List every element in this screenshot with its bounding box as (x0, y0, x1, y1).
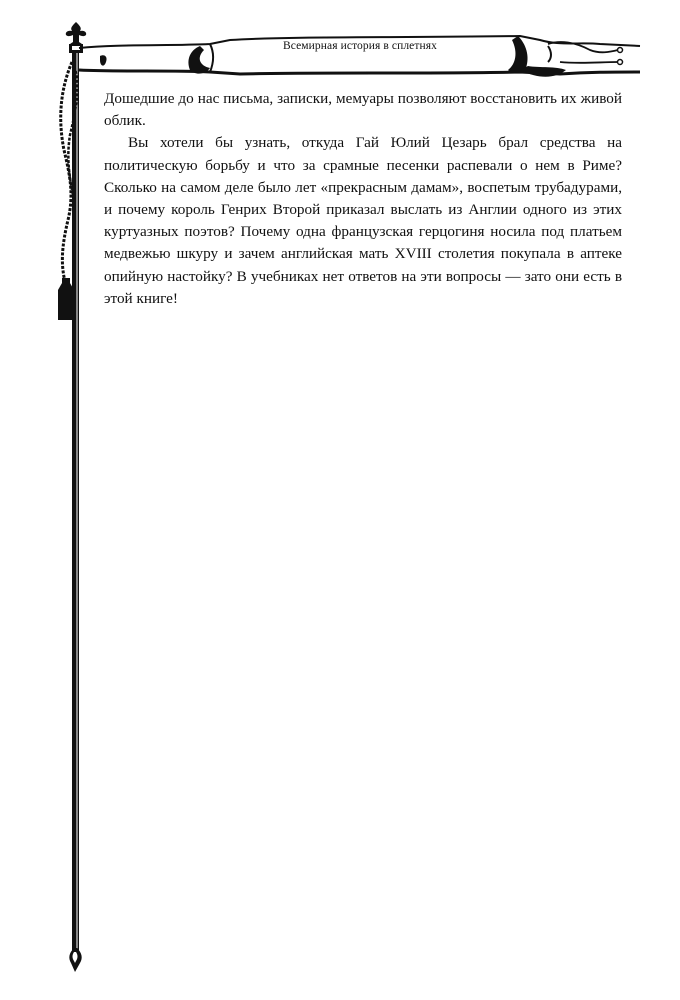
body-text (104, 88, 622, 310)
paragraph-continuation: Дошедшие до нас письма, записки, мемуары позволяют восстановить их живой облик. (104, 90, 622, 130)
running-header-title: Всемирная история в сплетнях (282, 40, 437, 52)
paragraph: Вы хотели бы узнать, откуда Гай Юлий Цезарь брал средства на политическую борьбу и что за срамные песенки распевали о нем в Риме? Сколько на самом деле было лет «прекрасным дамам», воспетым трубадурами, и почему король Генрих Второй приказал выслать из Англии одного из этих куртуазных поэтов? Почему одна французская герцогиня носила под платьем медвежью шкуру и зачем английская мать XVIII столетия покупала в аптеке опийную настойку? В учебниках нет ответов на эти вопросы — зато они есть в этой книге! (104, 134, 622, 307)
